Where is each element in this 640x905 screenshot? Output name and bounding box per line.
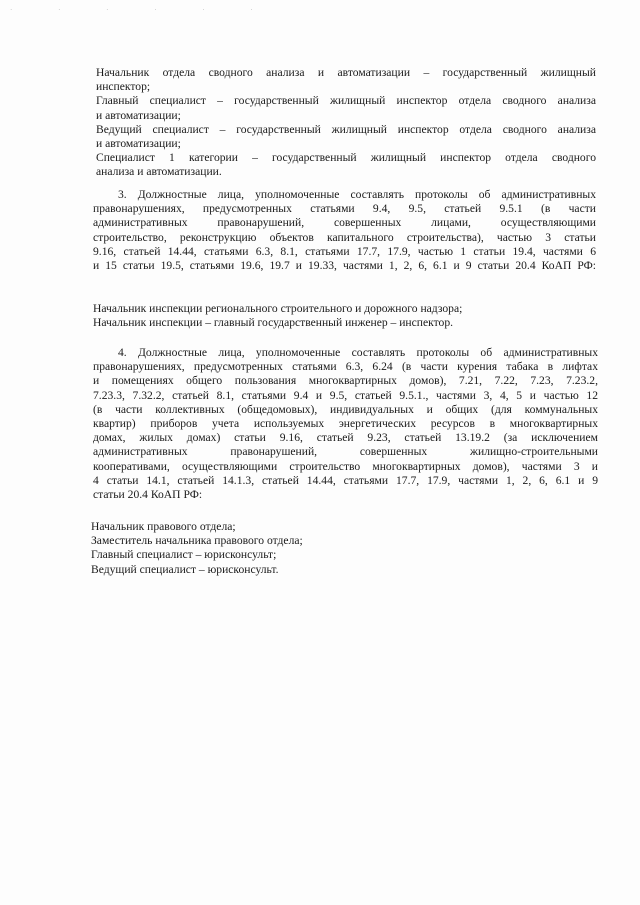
text-line: анализа и автоматизации. xyxy=(96,165,222,179)
text-line: квартир) приборов учета используемых энергетических ресурсов в многоквартирных xyxy=(93,417,598,431)
text-line: и автоматизации; xyxy=(96,108,181,122)
text-line: Ведущий специалист – государственный жилищный инспектор отдела сводного анализа xyxy=(96,122,596,136)
text-line: Главный специалист – государственный жилищный инспектор отдела сводного анализа xyxy=(96,94,596,108)
paragraph-item-4 xyxy=(93,346,598,502)
text-line: кооперативами, осуществляющими строительство многоквартирных домов), частями 3 и xyxy=(93,459,598,473)
list-item: Главный специалист – юрисконсульт; xyxy=(91,548,277,562)
text-line: правонарушениях, предусмотренных статьями 9.4, 9.5, статьей 9.5.1 (в части xyxy=(93,202,596,216)
text-line: 7.23.3, 7.32.2, статьей 8.1, статьями 9.4 и 9.5, статьей 9.5.1., частями 3, 4, 5 и частью 12 xyxy=(93,388,598,402)
text-line: и 15 статьи 19.5, статьями 19.6, 19.7 и 19.33, частями 1, 2, 6, 6.1 и 9 статьи 20.4 КоАП РФ: xyxy=(93,259,596,273)
text-line: Начальник отдела сводного анализа и автоматизации – государственный жилищный xyxy=(96,66,596,79)
text-line: административных правонарушений, совершенных жилищно-строительными xyxy=(93,445,598,459)
text-line: (в части коллективных (общедомовых), индивидуальных и общих (для коммунальных xyxy=(93,402,598,416)
list-item: Начальник инспекции регионального строительного и дорожного надзора; xyxy=(93,302,463,315)
item-3-officials-list xyxy=(93,302,596,330)
text-line: строительство, реконструкцию объектов капитального строительства), частью 3 статьи xyxy=(93,230,596,244)
list-item: Ведущий специалист – юрисконсульт. xyxy=(91,562,279,576)
item-4-officials-list xyxy=(91,520,596,577)
positions-list xyxy=(96,66,596,180)
text-line: 4 статьи 14.1, статьей 14.1.3, статьей 14.44, статьями 17.7, 17.9, частями 1, 2, 6, 6.1 и 9 xyxy=(93,473,598,487)
paragraph-item-3 xyxy=(93,188,596,273)
text-line: и автоматизации; xyxy=(96,137,181,151)
text-line: статьи 20.4 КоАП РФ: xyxy=(93,488,203,502)
list-item: Начальник инспекции – главный государственный инженер – инспектор. xyxy=(93,316,454,330)
text-line: инспектор; xyxy=(96,80,151,94)
scan-artifact-marks: · · · · · · xyxy=(10,6,275,14)
text-line: административных правонарушений, совершенных лицами, осуществляющими xyxy=(93,216,596,230)
list-item: Начальник правового отдела; xyxy=(91,520,236,533)
text-line: правонарушениях, предусмотренных статьями 6.3, 6.24 (в части курения табака в лифтах xyxy=(93,360,598,374)
text-line: 4. Должностные лица, уполномоченные составлять протоколы об административных xyxy=(118,346,598,359)
list-item: Заместитель начальника правового отдела; xyxy=(91,534,303,548)
text-line: 3. Должностные лица, уполномоченные составлять протоколы об административных xyxy=(118,188,596,201)
text-line: Специалист 1 категории – государственный жилищный инспектор отдела сводного xyxy=(96,151,596,165)
text-line: домах, жилых домах) статьи 9.16, статьей 9.23, статьей 13.19.2 (за исключением xyxy=(93,431,598,445)
text-line: 9.16, статьей 14.44, статьями 6.3, 8.1, статьями 17.7, 17.9, частью 1 статьи 19.4, частями 6 xyxy=(93,244,596,258)
text-line: и помещениях общего пользования многоквартирных домов), 7.21, 7.22, 7.23, 7.23.2, xyxy=(93,374,598,388)
